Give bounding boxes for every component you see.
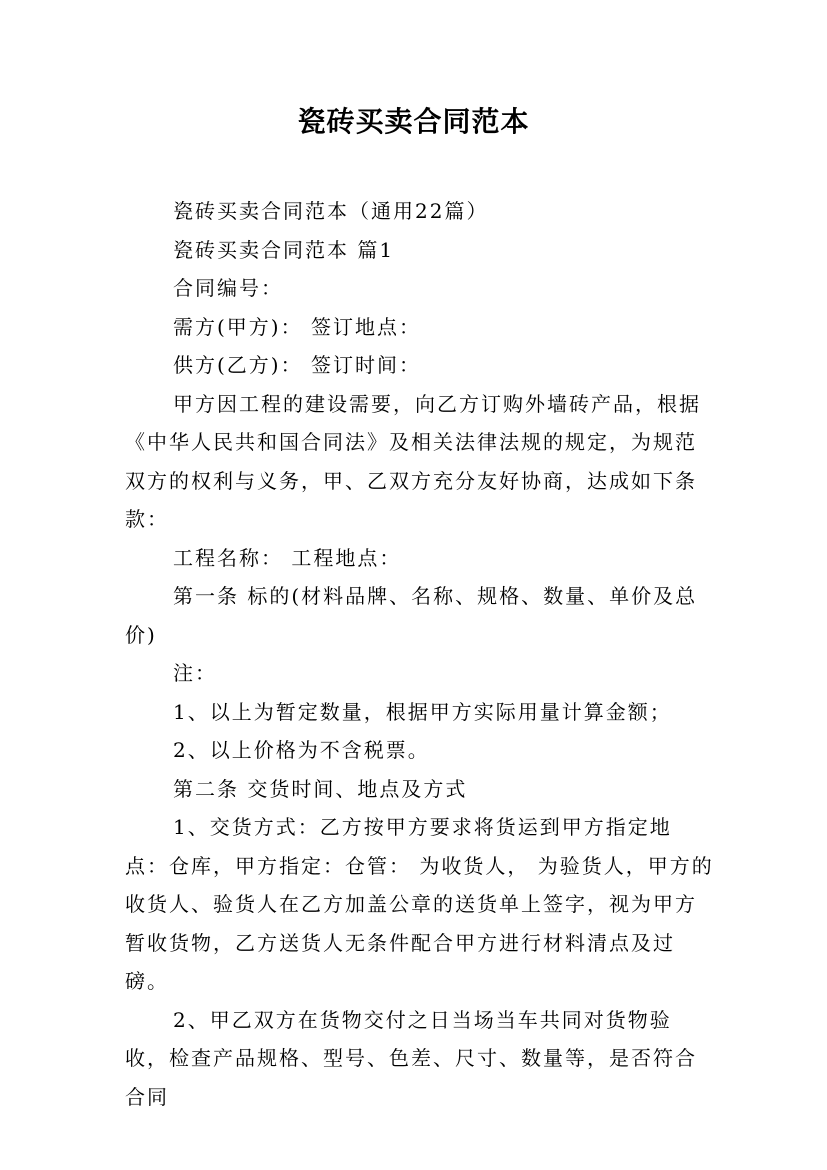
paragraph-preamble: 甲方因工程的建设需要，向乙方订购外墙砖产品，根据《中华人民共和国合同法》及相关法律法规的规定，为规范双方的权利与义务，甲、乙双方充分友好协商，达成如下条款： (125, 391, 701, 531)
paragraph-article-1: 第一条 标的(材料品牌、名称、规格、数量、单价及总价) (125, 584, 698, 647)
paragraph-inspection: 2、甲乙双方在货物交付之日当场当车共同对货物验收，检查产品规格、型号、色差、尺寸、数量等，是否符合合同 (125, 1007, 697, 1109)
paragraph-contract-number: 合同编号： (173, 276, 283, 300)
paragraph-buyer: 需方(甲方)： 签订地点： (173, 314, 421, 339)
document-title: 瓷砖买卖合同范本 (297, 105, 530, 138)
paragraph-project: 工程名称： 工程地点： (173, 545, 402, 570)
paragraph-article-2: 第二条 交货时间、地点及方式 (173, 776, 468, 801)
document-body (125, 192, 715, 1116)
paragraph-supplier: 供方(乙方)： 签订时间： (173, 353, 421, 377)
paragraph-note-1: 1、以上为暂定数量，根据甲方实际用量计算金额； (173, 699, 672, 724)
paragraph-delivery-method: 1、交货方式：乙方按甲方要求将货运到甲方指定地点：仓库，甲方指定：仓管： 为收货人， 为验货人，甲方的收货人、验货人在乙方加盖公章的送货单上签字，视为甲方暂收货物，乙方送货人无条件配合甲方进行材料清点及过磅。 (125, 815, 714, 993)
paragraph-note-2: 2、以上价格为不含税票。 (173, 738, 430, 762)
paragraph-section-heading: 瓷砖买卖合同范本 篇1 (173, 237, 395, 262)
paragraph-note: 注： (173, 661, 217, 685)
paragraph-subtitle: 瓷砖买卖合同范本（通用22篇） (173, 199, 489, 223)
